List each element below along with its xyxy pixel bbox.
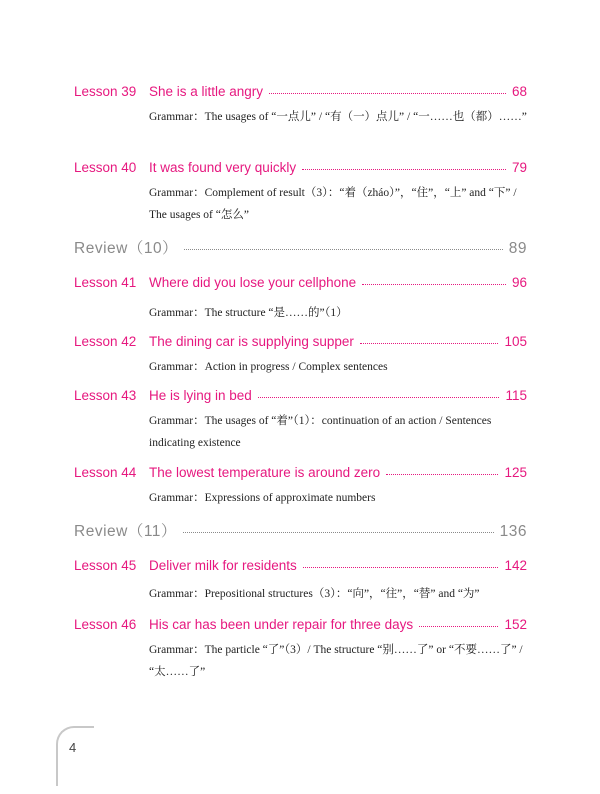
page-number: 152	[504, 617, 527, 632]
page-number: 89	[508, 240, 527, 257]
toc-entry-review-11[interactable]	[74, 519, 527, 541]
grammar-note: Grammar：The structure “是……的”（1）	[149, 307, 348, 319]
lesson-title: The lowest temperature is around zero	[149, 465, 381, 480]
lesson-number: Lesson 43	[74, 388, 137, 403]
review-heading	[74, 236, 527, 258]
page-number: 136	[499, 523, 527, 540]
review-title: Review（11）	[74, 523, 177, 540]
dot-leader	[183, 532, 494, 533]
lesson-heading	[74, 84, 527, 99]
dot-leader	[419, 626, 498, 627]
page-corner-tab	[56, 726, 94, 786]
lesson-number: Lesson 41	[74, 275, 137, 290]
grammar-note: Grammar：The usages of “一点儿” / “有（一）点儿” / “一……也（都）……”	[149, 111, 527, 123]
page-number: 68	[511, 84, 527, 99]
dot-leader	[362, 284, 506, 285]
toc-entry-lesson-43[interactable]	[74, 388, 527, 454]
dot-leader	[258, 397, 500, 398]
lesson-heading	[74, 558, 527, 573]
lesson-number: Lesson 39	[74, 84, 137, 99]
lesson-title: His car has been under repair for three days	[149, 617, 414, 632]
grammar-note: Grammar：Prepositional structures（3）：“向”，“往”，“替” and “为”	[149, 588, 480, 600]
dot-leader	[386, 474, 498, 475]
grammar-note: Grammar：Expressions of approximate numbers	[149, 492, 376, 504]
page-number: 125	[504, 465, 527, 480]
review-heading	[74, 519, 527, 541]
footer-page-number: 4	[69, 740, 77, 755]
lesson-title: The dining car is supplying supper	[149, 334, 354, 349]
page-number: 96	[511, 275, 527, 290]
lesson-title: Where did you lose your cellphone	[149, 275, 357, 290]
dot-leader	[302, 169, 506, 170]
page-number: 79	[511, 160, 527, 175]
lesson-title: She is a little angry	[149, 84, 264, 99]
lesson-heading	[74, 334, 527, 349]
grammar-note: Grammar：Complement of result（3）：“着（zháo）”，“住”，“上” and “下” / The usages of “怎么”	[149, 187, 517, 221]
lesson-heading	[74, 275, 527, 290]
toc-entry-lesson-45[interactable]	[74, 558, 527, 605]
dot-leader	[360, 343, 499, 344]
lesson-heading	[74, 388, 527, 403]
grammar-note: Grammar：The particle “了”（3）/ The structure “别……了” or “不要……了” / “太……了”	[149, 644, 523, 678]
grammar-note: Grammar：Action in progress / Complex sentences	[149, 361, 388, 373]
page-number: 105	[504, 334, 527, 349]
grammar-note: Grammar：The usages of “着”（1）：continuation of an action / Sentences indicating existence	[149, 415, 492, 449]
toc-entry-lesson-39[interactable]	[74, 84, 527, 128]
toc-entry-lesson-41[interactable]	[74, 275, 527, 324]
page-number: 115	[505, 388, 527, 403]
toc-entry-lesson-46[interactable]	[74, 617, 527, 683]
lesson-number: Lesson 42	[74, 334, 137, 349]
page-number: 142	[504, 558, 527, 573]
dot-leader	[303, 567, 499, 568]
lesson-title: It was found very quickly	[149, 160, 297, 175]
toc-entry-review-10[interactable]	[74, 236, 527, 258]
dot-leader	[184, 249, 503, 250]
lesson-heading	[74, 465, 527, 480]
lesson-title: He is lying in bed	[149, 388, 252, 403]
dot-leader	[269, 93, 506, 94]
lesson-heading	[74, 160, 527, 175]
lesson-heading	[74, 617, 527, 632]
lesson-title: Deliver milk for residents	[149, 558, 297, 573]
toc-entry-lesson-44[interactable]	[74, 465, 527, 509]
toc-entry-lesson-40[interactable]	[74, 160, 527, 226]
lesson-number: Lesson 40	[74, 160, 137, 175]
lesson-number: Lesson 46	[74, 617, 137, 632]
toc-entry-lesson-42[interactable]	[74, 334, 527, 378]
review-title: Review（10）	[74, 240, 179, 257]
lesson-number: Lesson 45	[74, 558, 137, 573]
lesson-number: Lesson 44	[74, 465, 137, 480]
